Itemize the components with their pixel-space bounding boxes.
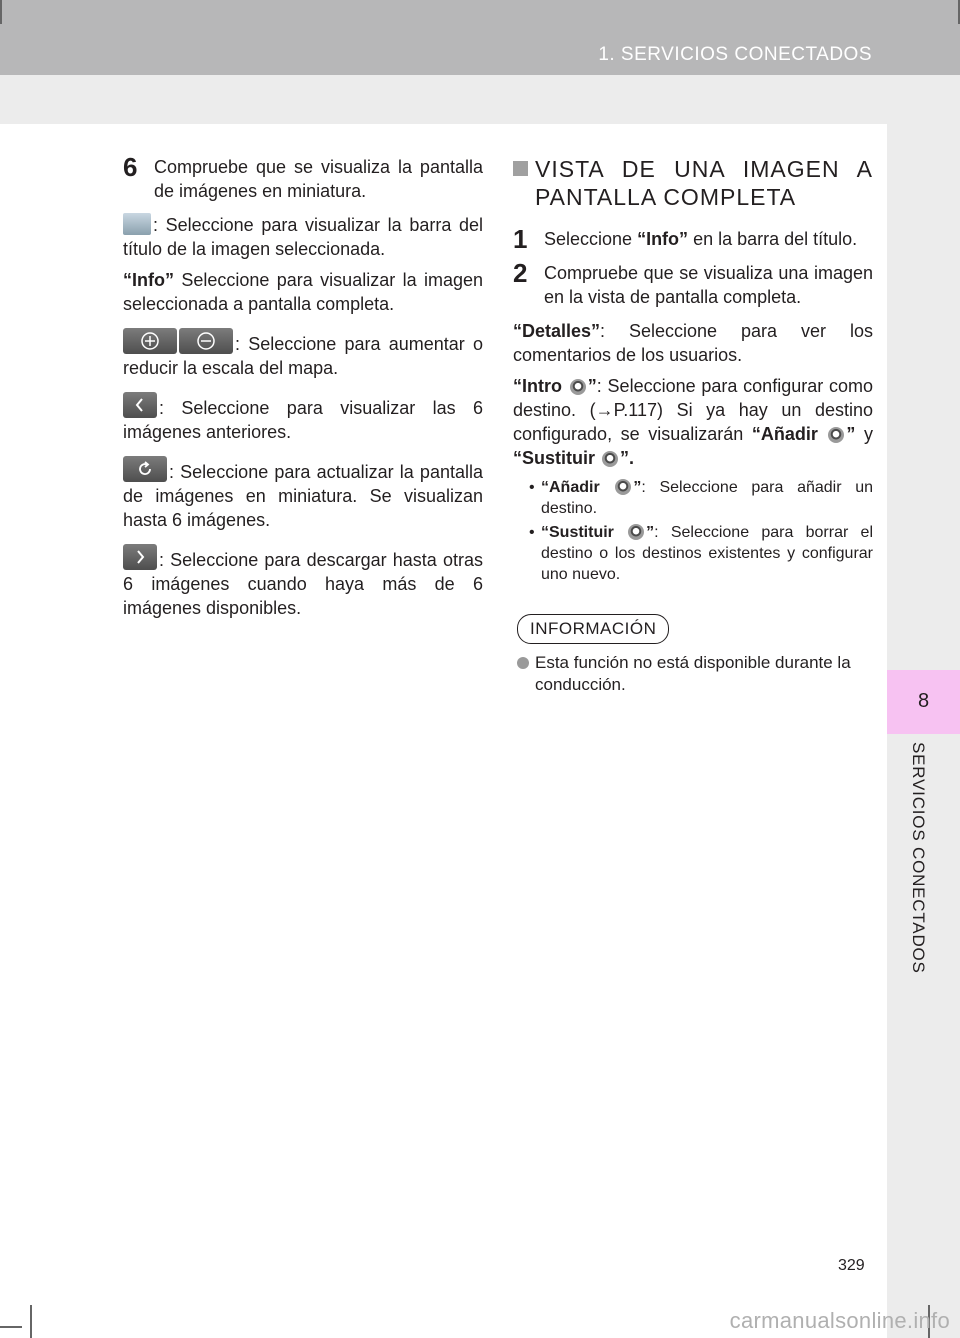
item-text: : Seleccione para aumentar o reducir la escala del mapa.: [123, 334, 483, 378]
step-text: Compruebe que se visualiza una imagen en la vista de pantalla completa.: [544, 263, 873, 307]
sustituir-label: “Sustituir: [513, 448, 596, 468]
step-number: 6: [123, 152, 138, 182]
chevron-right-icon: [123, 544, 157, 570]
info-label: “Info”: [123, 270, 174, 290]
right-column: [513, 155, 873, 696]
crop-mark: [0, 1326, 22, 1328]
chapter-tab: [887, 670, 960, 734]
sustituir-label: “Sustituir: [541, 524, 614, 541]
quote-close: ”: [846, 424, 856, 444]
image-thumbnail-icon: [123, 213, 151, 235]
thumbnail-item: [123, 213, 483, 261]
step-text: Compruebe que se visualiza la pantalla de imágenes en miniatura.: [154, 157, 483, 201]
sub-item-anadir: [513, 477, 873, 519]
quote-close: ”: [646, 524, 655, 541]
next-item: [123, 544, 483, 620]
step-2: [513, 258, 873, 309]
item-text: : Seleccione para ver los comentarios de los usuarios.: [513, 321, 873, 365]
item-text: y: [855, 424, 873, 444]
step-6: [123, 152, 483, 203]
sub-item-sustituir: [513, 522, 873, 585]
item-text: : Seleccione para configurar como destino. (: [513, 376, 873, 420]
circle-bullet-icon: [517, 657, 529, 669]
watermark: carmanualsonline.info: [729, 1308, 950, 1333]
detalles-label: “Detalles”: [513, 321, 601, 341]
section-title: 1. SERVICIOS CONECTADOS: [598, 44, 872, 65]
destination-icon: [828, 427, 844, 443]
item-text: : Seleccione para visualizar la barra del título de la imagen seleccionada.: [123, 215, 483, 259]
crop-mark: [30, 1305, 32, 1338]
detalles-item: [513, 319, 873, 367]
header-band: [0, 75, 960, 124]
section-heading: [513, 155, 873, 211]
destination-icon: [615, 479, 631, 495]
intro-label: “Intro: [513, 376, 562, 396]
item-text: : Seleccione para descargar hasta otras 6 imágenes cuando haya más de 6 imágenes disponibles.: [123, 550, 483, 618]
information-label: INFORMACIÓN: [517, 614, 669, 644]
item-text: : Seleccione para actualizar la pantalla de imágenes en miniatura. Se visualizan hasta 6 imágenes.: [123, 462, 483, 530]
arrow-symbol: →: [595, 400, 614, 420]
refresh-icon: [123, 456, 167, 482]
destination-icon: [570, 379, 586, 395]
step-number: 2: [513, 258, 528, 288]
previous-item: [123, 392, 483, 444]
info-text: Esta función no está disponible durante la conducción.: [535, 653, 851, 694]
information-item: [513, 652, 873, 696]
chevron-left-icon: [123, 392, 157, 418]
zoom-in-icon: [123, 328, 177, 354]
chapter-number: 8: [917, 690, 930, 712]
info-item: [123, 268, 483, 316]
square-bullet-icon: [513, 161, 528, 176]
zoom-item: [123, 328, 483, 380]
step-text: en la barra del título.: [688, 229, 858, 249]
step-text: Seleccione: [544, 229, 638, 249]
destination-icon: [628, 524, 644, 540]
item-text: : Seleccione para añadir un destino.: [541, 479, 874, 517]
anadir-label: “Añadir: [541, 479, 600, 496]
intro-item: [513, 374, 873, 470]
left-column: [123, 152, 483, 627]
page-number: 329: [838, 1257, 865, 1274]
bullet: •: [529, 479, 535, 496]
heading-text: VISTA DE UNA IMAGEN A PANTALLA COMPLETA: [535, 156, 873, 210]
step-number: 1: [513, 224, 528, 254]
bullet: •: [529, 524, 535, 541]
item-text: P.117) Si ya hay un destino configurado, se visualizarán: [513, 400, 873, 444]
item-text: : Seleccione para borrar el destino o los destinos existentes y configurar uno nuevo.: [541, 524, 873, 583]
zoom-out-icon: [179, 328, 233, 354]
info-label: “Info”: [637, 229, 689, 249]
refresh-item: [123, 456, 483, 532]
crop-mark: [0, 0, 2, 24]
item-text: Seleccione para visualizar la imagen seleccionada a pantalla completa.: [123, 270, 483, 314]
anadir-label: “Añadir: [751, 424, 818, 444]
chapter-side-label: SERVICIOS CONECTADOS: [909, 742, 928, 974]
quote-close: ”.: [620, 448, 635, 468]
destination-icon: [602, 451, 618, 467]
item-text: : Seleccione para visualizar las 6 imágenes anteriores.: [123, 398, 483, 442]
step-1: [513, 224, 873, 254]
quote-close: ”: [633, 479, 642, 496]
quote-close: ”: [587, 376, 597, 396]
